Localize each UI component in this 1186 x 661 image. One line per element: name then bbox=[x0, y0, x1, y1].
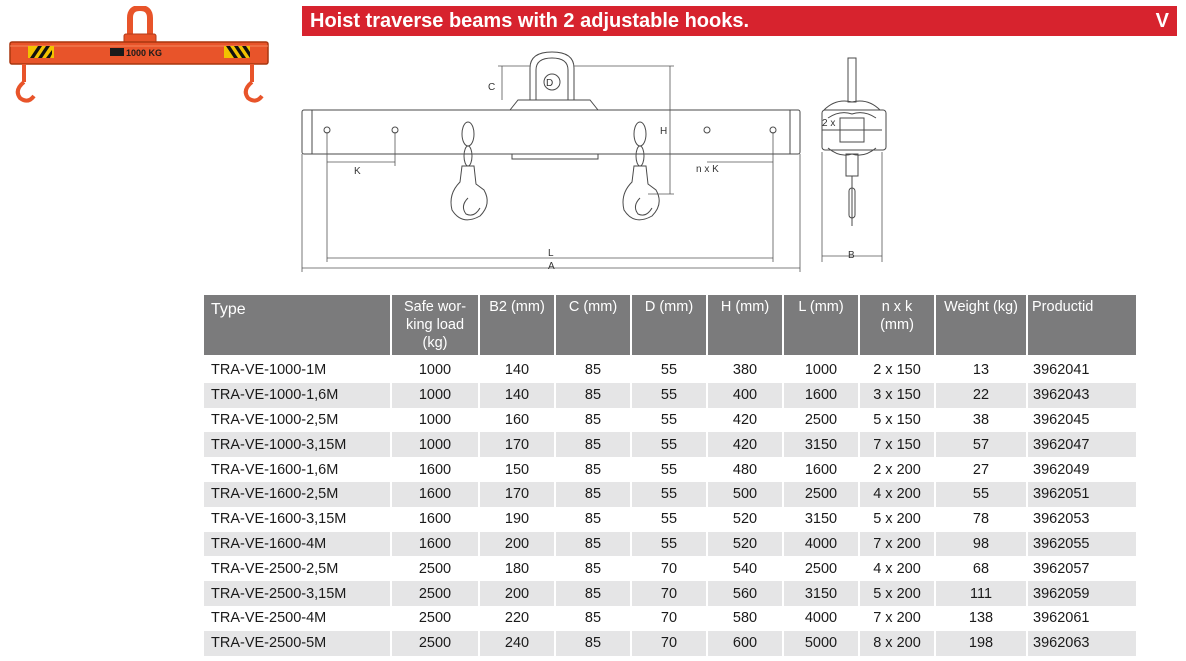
cell-nxk: 7 x 200 bbox=[873, 610, 921, 627]
dim-label-nxk: n x K bbox=[696, 164, 719, 175]
page-title: Hoist traverse beams with 2 adjustable hooks. bbox=[310, 10, 750, 32]
cell-l: 3150 bbox=[784, 432, 858, 457]
table-row bbox=[204, 606, 1136, 631]
cell-weight: 55 bbox=[936, 482, 1026, 507]
cell-type: TRA-VE-1600-2,5M bbox=[204, 482, 390, 507]
cell-d: 55 bbox=[660, 511, 678, 528]
product-photo bbox=[6, 6, 274, 106]
cell-c: 85 bbox=[556, 482, 630, 507]
cell-safe-working-load: 1600 bbox=[418, 461, 452, 478]
cell-type: TRA-VE-2500-4M bbox=[211, 610, 327, 627]
hazard-stripes-right bbox=[224, 46, 250, 58]
cell-d: 70 bbox=[632, 581, 706, 606]
cell-safe-working-load: 2500 bbox=[418, 610, 452, 627]
cell-productid: 3962051 bbox=[1028, 482, 1136, 507]
cell-type: TRA-VE-1000-3,15M bbox=[204, 432, 390, 457]
table-row bbox=[204, 556, 1136, 581]
front-view-drawing bbox=[298, 48, 808, 274]
cell-nxk: 5 x 200 bbox=[860, 581, 934, 606]
col-header-weight: Weight (kg) bbox=[936, 295, 1026, 358]
cell-h: 580 bbox=[732, 610, 758, 627]
cell-safe-working-load: 1000 bbox=[418, 411, 452, 428]
cell-safe-working-load: 1000 bbox=[392, 432, 478, 457]
cell-c: 85 bbox=[584, 461, 602, 478]
cell-h: 600 bbox=[708, 631, 782, 656]
col-header-h: H (mm) bbox=[708, 295, 782, 358]
cell-l: 3150 bbox=[804, 511, 838, 528]
cell-d: 55 bbox=[632, 482, 706, 507]
cell-c: 85 bbox=[556, 631, 630, 656]
cell-l: 1000 bbox=[804, 362, 838, 379]
cell-h: 520 bbox=[732, 511, 758, 528]
cell-type: TRA-VE-1600-4M bbox=[204, 532, 390, 557]
cell-productid: 3962059 bbox=[1028, 581, 1136, 606]
cell-l: 2500 bbox=[804, 411, 838, 428]
cell-l: 1600 bbox=[784, 383, 858, 408]
cell-safe-working-load: 1000 bbox=[392, 383, 478, 408]
cell-h: 520 bbox=[708, 532, 782, 557]
cell-weight: 198 bbox=[936, 631, 1026, 656]
cell-c: 85 bbox=[584, 560, 602, 577]
cell-l: 2500 bbox=[804, 560, 838, 577]
cell-l: 2500 bbox=[784, 482, 858, 507]
cell-safe-working-load: 1600 bbox=[392, 532, 478, 557]
cell-weight: 78 bbox=[972, 511, 990, 528]
table-row bbox=[204, 432, 1136, 457]
section-letter: V bbox=[1155, 10, 1169, 32]
beam-capacity-label: 1000 KG bbox=[126, 48, 163, 58]
cell-weight: 27 bbox=[972, 461, 990, 478]
col-header-d: D (mm) bbox=[632, 295, 706, 358]
cell-c: 85 bbox=[556, 432, 630, 457]
table-row bbox=[204, 482, 1136, 507]
cell-safe-working-load: 1600 bbox=[418, 511, 452, 528]
cell-d: 55 bbox=[660, 411, 678, 428]
side-view-drawing bbox=[812, 48, 894, 264]
dim-label-h: H bbox=[660, 126, 668, 137]
cell-d: 55 bbox=[660, 362, 678, 379]
cell-l: 3150 bbox=[784, 581, 858, 606]
cell-d: 70 bbox=[660, 560, 678, 577]
dim-label-d: D bbox=[546, 78, 554, 89]
cell-type: TRA-VE-1000-1,6M bbox=[204, 383, 390, 408]
cell-h: 500 bbox=[708, 482, 782, 507]
cell-h: 480 bbox=[732, 461, 758, 478]
cell-c: 85 bbox=[556, 581, 630, 606]
hazard-stripes-left bbox=[28, 46, 54, 58]
cell-weight: 111 bbox=[936, 581, 1026, 606]
col-header-c: C (mm) bbox=[556, 295, 630, 358]
cell-c: 85 bbox=[584, 411, 602, 428]
cell-type: TRA-VE-2500-2,5M bbox=[211, 560, 339, 577]
cell-weight: 138 bbox=[968, 610, 994, 627]
cell-b2: 140 bbox=[480, 383, 554, 408]
table-row bbox=[204, 631, 1136, 656]
table-header-row bbox=[204, 295, 1136, 358]
cell-h: 380 bbox=[732, 362, 758, 379]
table-row bbox=[204, 408, 1136, 433]
cell-type: TRA-VE-1600-3,15M bbox=[211, 511, 347, 528]
cell-type: TRA-VE-1000-1M bbox=[211, 362, 327, 379]
col-header-nxk: n x k (mm) bbox=[860, 295, 934, 358]
cell-safe-working-load: 2500 bbox=[392, 631, 478, 656]
cell-nxk: 4 x 200 bbox=[873, 560, 921, 577]
cell-productid: 3962043 bbox=[1028, 383, 1136, 408]
cell-nxk: 3 x 150 bbox=[860, 383, 934, 408]
spec-table bbox=[202, 295, 1138, 656]
cell-weight: 38 bbox=[972, 411, 990, 428]
cell-b2: 200 bbox=[480, 532, 554, 557]
cell-b2: 240 bbox=[480, 631, 554, 656]
cell-productid: 3962053 bbox=[1033, 511, 1090, 528]
cell-d: 55 bbox=[632, 532, 706, 557]
cell-b2: 200 bbox=[480, 581, 554, 606]
cell-nxk: 5 x 200 bbox=[873, 511, 921, 528]
table-row bbox=[204, 581, 1136, 606]
cell-weight: 68 bbox=[972, 560, 990, 577]
cell-b2: 220 bbox=[504, 610, 530, 627]
cell-h: 560 bbox=[708, 581, 782, 606]
dim-label-c: C bbox=[488, 82, 496, 93]
cell-productid: 3962047 bbox=[1028, 432, 1136, 457]
cell-d: 70 bbox=[632, 631, 706, 656]
cell-b2: 150 bbox=[504, 461, 530, 478]
cell-b2: 190 bbox=[504, 511, 530, 528]
cell-nxk: 7 x 200 bbox=[860, 532, 934, 557]
dim-label-2x: 2 x bbox=[822, 118, 836, 129]
dim-label-l: L bbox=[548, 248, 554, 259]
dim-label-b: B bbox=[848, 250, 855, 261]
col-header-safe-working-load: Safe wor- king load (kg) bbox=[392, 295, 478, 358]
cell-weight: 22 bbox=[936, 383, 1026, 408]
cell-nxk: 8 x 200 bbox=[860, 631, 934, 656]
cell-d: 55 bbox=[660, 461, 678, 478]
right-hook-photo bbox=[246, 64, 262, 101]
cell-nxk: 2 x 200 bbox=[873, 461, 921, 478]
cell-nxk: 4 x 200 bbox=[860, 482, 934, 507]
cell-c: 85 bbox=[556, 383, 630, 408]
dim-label-k: K bbox=[354, 166, 361, 177]
dim-label-a: A bbox=[548, 261, 555, 272]
cell-l: 1600 bbox=[804, 461, 838, 478]
cell-productid: 3962045 bbox=[1033, 411, 1090, 428]
cell-b2: 140 bbox=[504, 362, 530, 379]
cell-type: TRA-VE-1600-1,6M bbox=[211, 461, 339, 478]
col-header-b2: B2 (mm) bbox=[480, 295, 554, 358]
cell-safe-working-load: 2500 bbox=[418, 560, 452, 577]
table-row bbox=[204, 507, 1136, 532]
cell-l: 4000 bbox=[804, 610, 838, 627]
col-header-productid: Productid bbox=[1028, 295, 1136, 358]
cell-l: 4000 bbox=[784, 532, 858, 557]
cell-l: 5000 bbox=[784, 631, 858, 656]
cell-weight: 98 bbox=[936, 532, 1026, 557]
cell-type: TRA-VE-1000-2,5M bbox=[211, 411, 339, 428]
cell-c: 85 bbox=[584, 610, 602, 627]
cell-h: 400 bbox=[708, 383, 782, 408]
cell-b2: 180 bbox=[504, 560, 530, 577]
table-body bbox=[204, 358, 1136, 656]
cell-productid: 3962049 bbox=[1033, 461, 1090, 478]
cell-nxk: 2 x 150 bbox=[873, 362, 921, 379]
cell-b2: 170 bbox=[480, 432, 554, 457]
cell-productid: 3962057 bbox=[1033, 560, 1090, 577]
cell-c: 85 bbox=[584, 362, 602, 379]
cell-productid: 3962061 bbox=[1033, 610, 1090, 627]
cell-nxk: 7 x 150 bbox=[860, 432, 934, 457]
cell-safe-working-load: 1600 bbox=[392, 482, 478, 507]
cell-h: 540 bbox=[732, 560, 758, 577]
cell-d: 70 bbox=[660, 610, 678, 627]
cell-h: 420 bbox=[732, 411, 758, 428]
left-hook-photo bbox=[18, 64, 34, 101]
cell-c: 85 bbox=[556, 532, 630, 557]
cell-weight: 13 bbox=[972, 362, 990, 379]
cell-b2: 170 bbox=[480, 482, 554, 507]
col-header-type: Type bbox=[204, 295, 390, 358]
table-row bbox=[204, 358, 1136, 383]
cell-safe-working-load: 1000 bbox=[418, 362, 452, 379]
cell-productid: 3962041 bbox=[1033, 362, 1090, 379]
table-row bbox=[204, 457, 1136, 482]
cell-safe-working-load: 2500 bbox=[392, 581, 478, 606]
cell-b2: 160 bbox=[504, 411, 530, 428]
cell-type: TRA-VE-2500-5M bbox=[204, 631, 390, 656]
title-bar bbox=[302, 6, 1177, 36]
table-row bbox=[204, 383, 1136, 408]
cell-nxk: 5 x 150 bbox=[873, 411, 921, 428]
cell-productid: 3962055 bbox=[1028, 532, 1136, 557]
cell-productid: 3962063 bbox=[1028, 631, 1136, 656]
cell-d: 55 bbox=[632, 383, 706, 408]
cell-d: 55 bbox=[632, 432, 706, 457]
cell-type: TRA-VE-2500-3,15M bbox=[204, 581, 390, 606]
table-row bbox=[204, 532, 1136, 557]
col-header-l: L (mm) bbox=[784, 295, 858, 358]
cell-h: 420 bbox=[708, 432, 782, 457]
cell-c: 85 bbox=[584, 511, 602, 528]
cell-weight: 57 bbox=[936, 432, 1026, 457]
